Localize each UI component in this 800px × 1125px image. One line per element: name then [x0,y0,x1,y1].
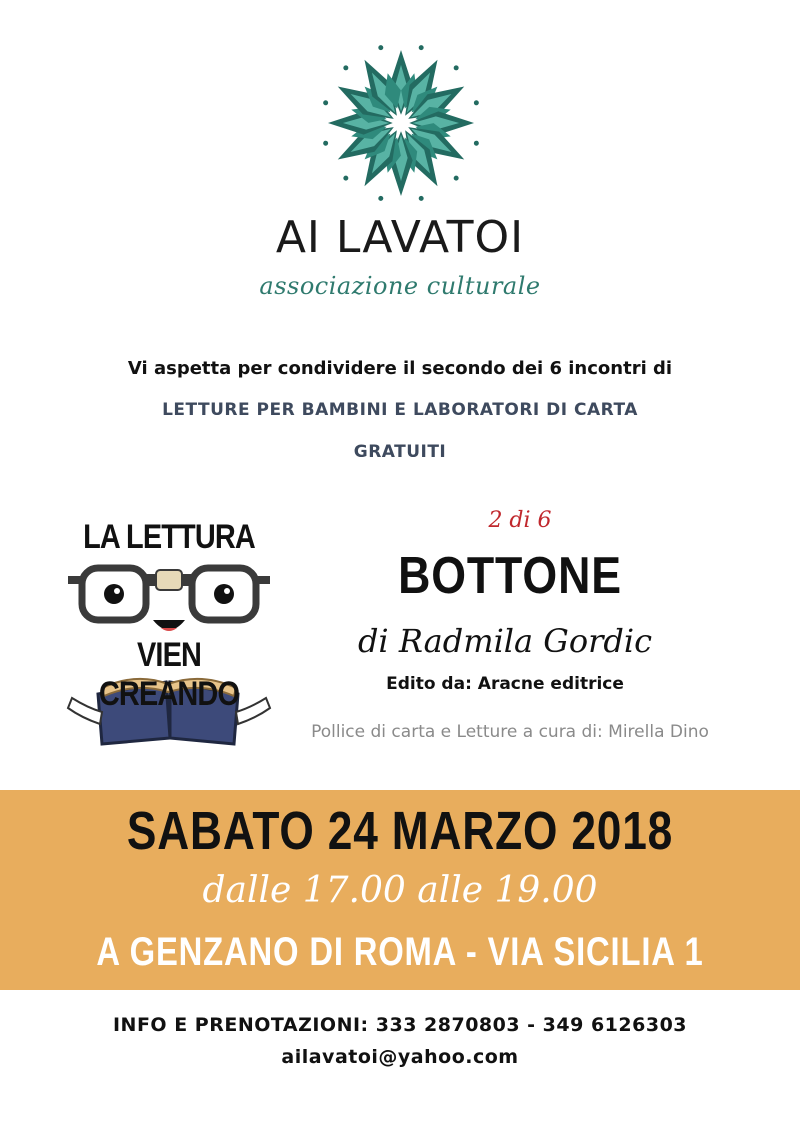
event-location: A GENZANO DI ROMA - VIA SICILIA 1 [96,930,704,974]
book-author: di Radmila Gordic [357,622,653,660]
series-heading: LETTURE PER BAMBINI E LABORATORI DI CARTA [162,400,638,420]
book-publisher: Edito da: Aracne editrice [386,674,624,694]
event-date: SABATO 24 MARZO 2018 [126,801,674,861]
event-time: dalle 17.00 alle 19.00 [202,870,598,911]
series-logo-bottom-text: VIEN CREANDO [98,636,240,713]
contact-info: INFO E PRENOTAZIONI: 333 2870803 - 349 6126303 [112,1014,688,1036]
free-label: GRATUITI [353,442,447,462]
contact-email[interactable]: ailavatoi@yahoo.com [281,1046,519,1068]
brand-title: AI LAVATOI [275,212,525,263]
event-count: 2 di 6 [488,508,552,533]
intro-text: Vi aspetta per condividere il secondo dei 6 incontri di [127,358,673,379]
event-credits: Pollice di carta e Letture a cura di: Mirella Dino [311,722,709,742]
series-logo-top-text: LA LETTURA [83,518,255,556]
brand-subtitle: associazione culturale [259,272,541,300]
book-title: BOTTONE [398,547,622,605]
mandala-logo-icon [318,40,484,206]
